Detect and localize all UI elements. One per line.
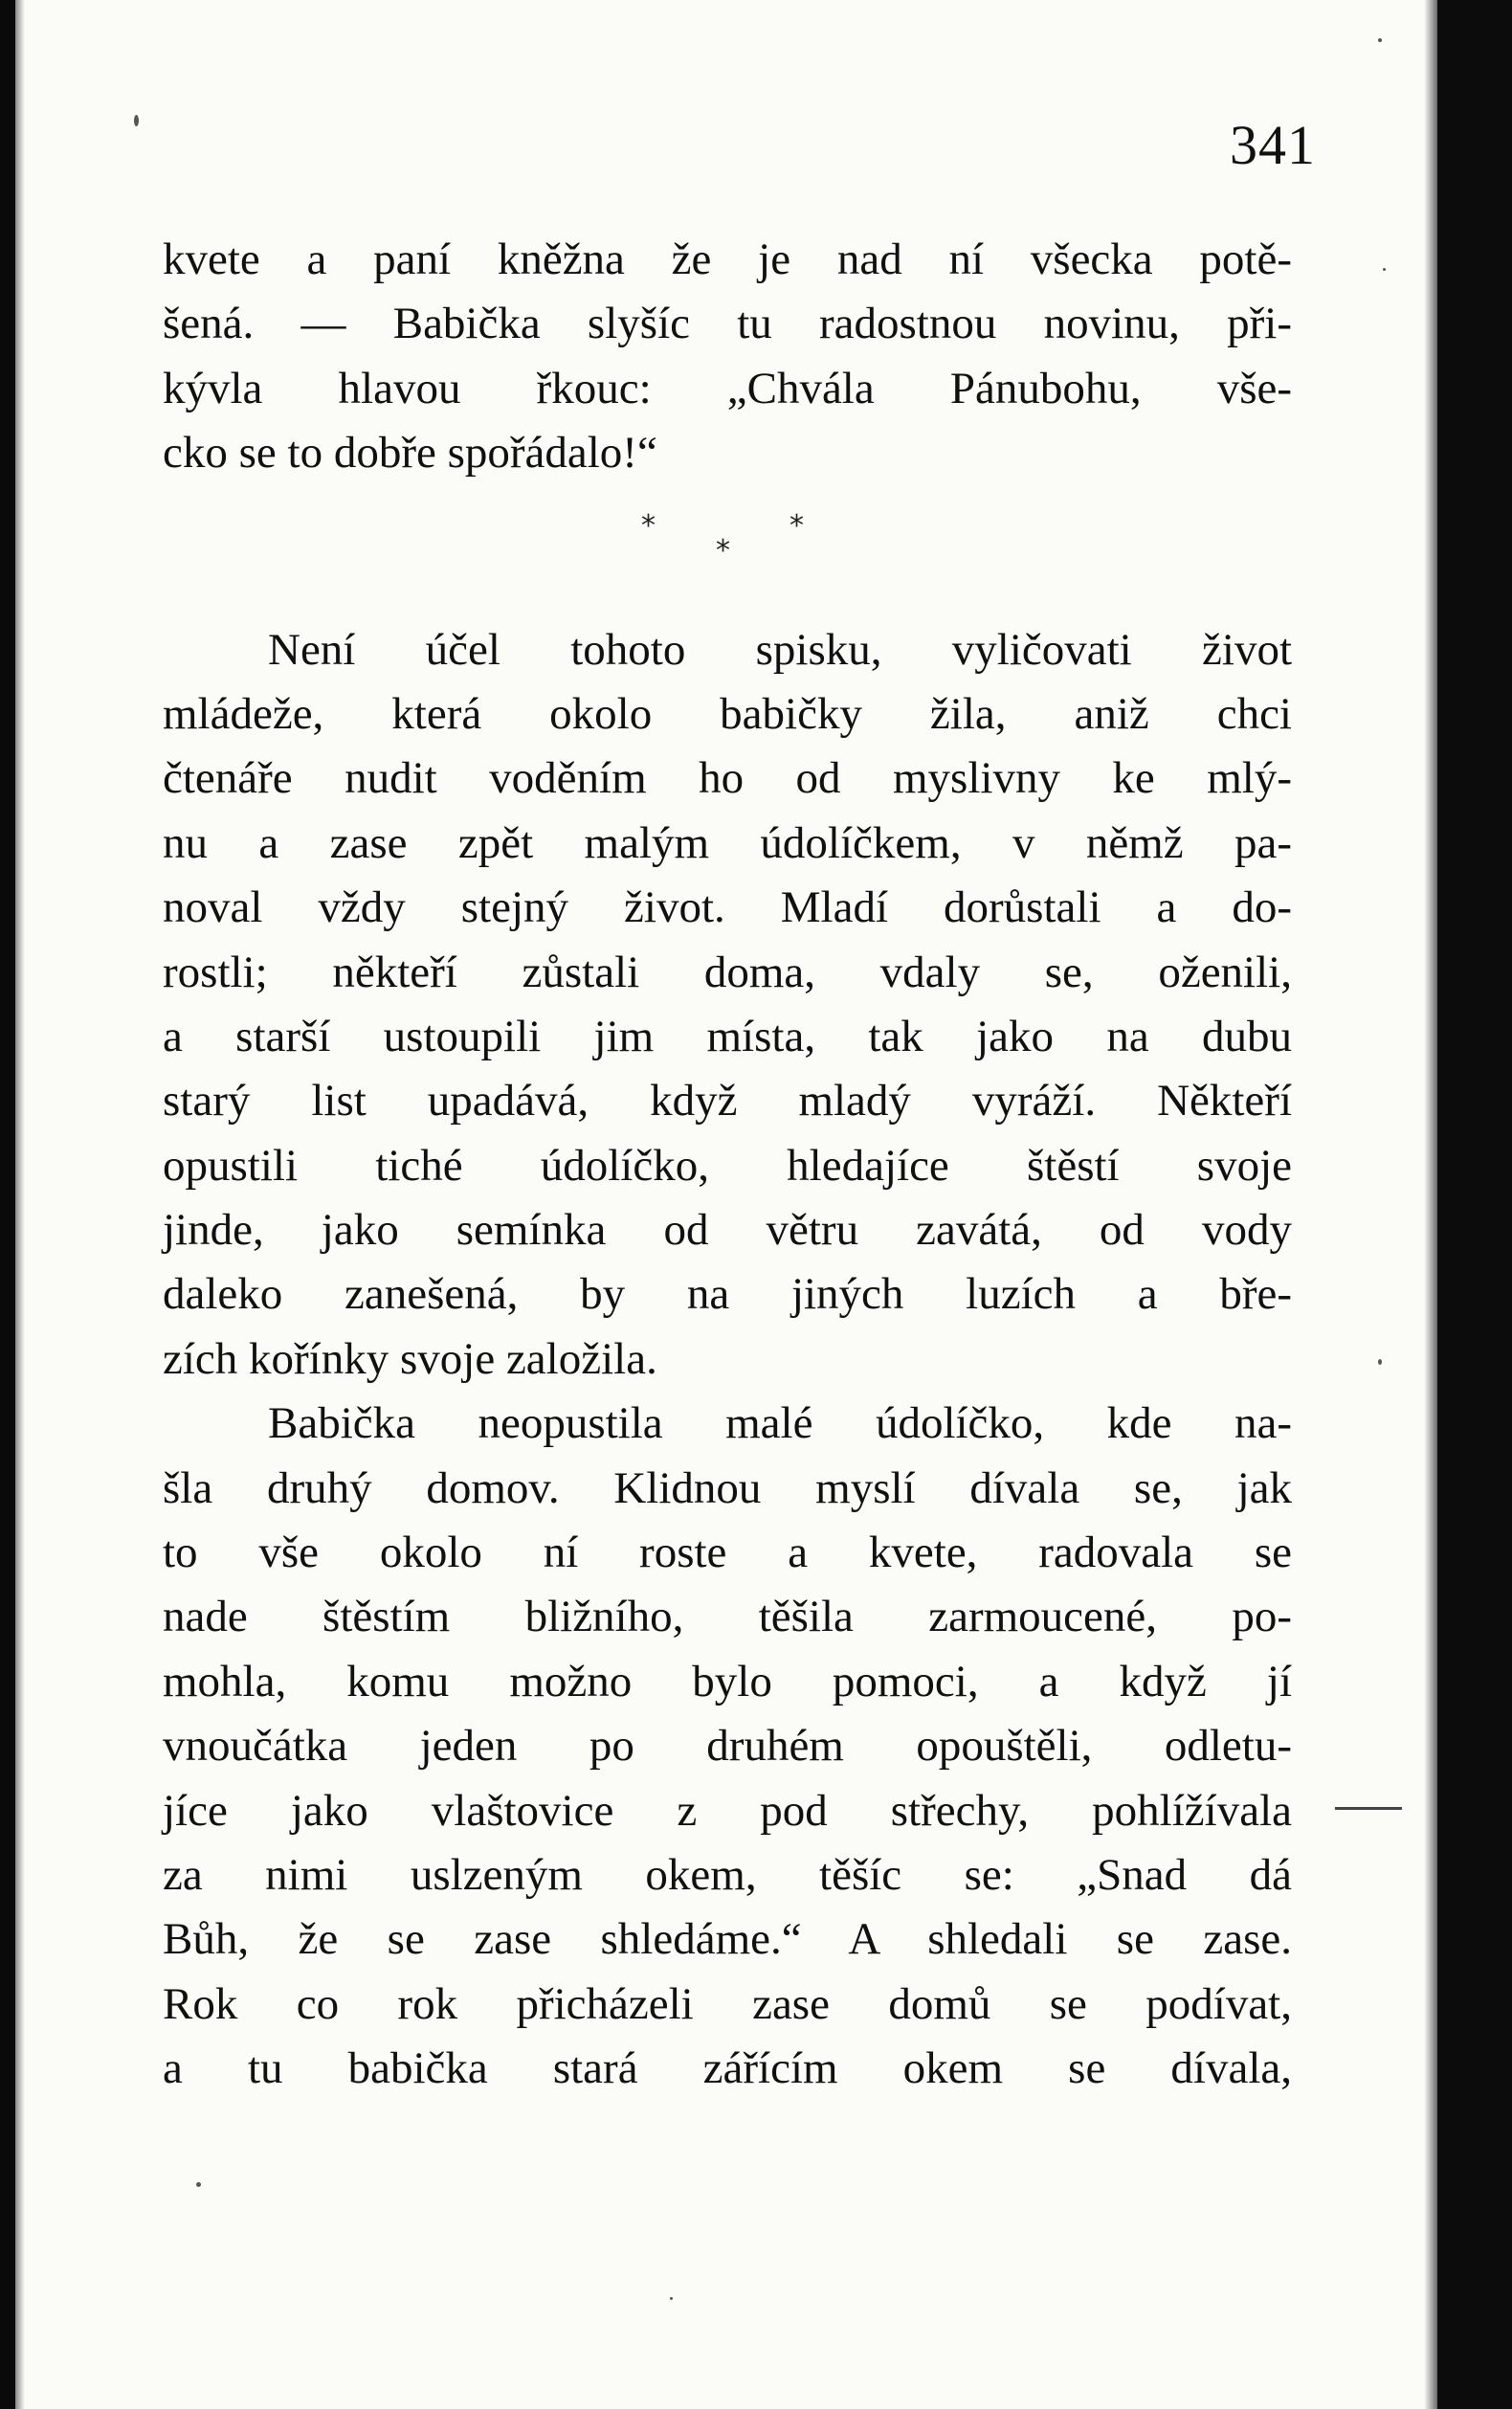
margin-pen-mark <box>1335 1807 1402 1810</box>
scan-speck <box>1378 38 1382 42</box>
text-line: vnoučátka jeden po druhém opouštěli, odletu- <box>163 1721 1292 1772</box>
text-line: a starší ustoupili jim místa, tak jako na dubu <box>163 1011 1292 1061</box>
text-line: a tu babička stará zářícím okem se dívala, <box>163 2043 1292 2094</box>
text-line: cko se to dobře spořádalo!“ <box>163 428 657 479</box>
text-line: kývla hlavou řkouc: „Chvála Pánubohu, vše- <box>163 363 1292 413</box>
binding-shadow <box>15 0 25 2409</box>
text-line: noval vždy stejný život. Mladí dorůstali a do- <box>163 882 1292 933</box>
text-line: nade štěstím bližního, těšila zarmoucené, po- <box>163 1592 1292 1642</box>
text-line: Babička neopustila malé údolíčko, kde na- <box>268 1398 1292 1449</box>
text-line: zích kořínky svoje založila. <box>163 1333 657 1384</box>
text-line: šla druhý domov. Klidnou myslí dívala se, jak <box>163 1462 1292 1513</box>
page-number: 341 <box>1230 114 1316 176</box>
text-line: Bůh, že se zase shledáme.“ A shledali se zase. <box>163 1914 1292 1965</box>
scan-speck <box>196 2182 201 2187</box>
binding-edge <box>0 0 15 2409</box>
text-line: Není účel tohoto spisku, vyličovati život <box>268 624 1292 675</box>
text-line: opustili tiché údolíčko, hledajíce štěstí svoje <box>163 1140 1292 1191</box>
text-line: daleko zanešená, by na jiných luzích a bře- <box>163 1269 1292 1320</box>
separator-star: * <box>789 508 804 543</box>
text-line: mládeže, která okolo babičky žila, aniž chci <box>163 688 1292 739</box>
text-line: čtenáře nudit voděním ho od myslivny ke mlý- <box>163 753 1292 804</box>
scan-speck <box>1383 268 1386 271</box>
right-page-edge <box>1437 0 1512 2409</box>
text-line: Rok co rok přicházeli zase domů se podívat, <box>163 1978 1292 2029</box>
scan-speck <box>1378 1359 1382 1365</box>
text-line: nu a zase zpět malým údolíčkem, v němž pa- <box>163 817 1292 868</box>
text-line: mohla, komu možno bylo pomoci, a když jí <box>163 1656 1292 1706</box>
text-line: jíce jako vlaštovice z pod střechy, pohlížívala <box>163 1785 1292 1836</box>
right-edge-shadow <box>1424 0 1437 2409</box>
scan-speck <box>670 2297 673 2300</box>
section-separator <box>163 486 1292 618</box>
scan-speck <box>134 115 139 126</box>
text-line: to vše okolo ní roste a kvete, radovala se <box>163 1528 1292 1578</box>
text-line: rostli; někteří zůstali doma, vdaly se, oženili, <box>163 947 1292 997</box>
separator-star: * <box>716 533 730 568</box>
text-line: starý list upadává, když mladý vyráží. Někteří <box>163 1076 1292 1126</box>
body-text <box>163 228 1292 2102</box>
text-line: šená. — Babička slyšíc tu radostnou novinu, při- <box>163 299 1292 349</box>
text-line: za nimi uslzeným okem, těšíc se: „Snad dá <box>163 1849 1292 1900</box>
text-line: jinde, jako semínka od větru zavátá, od vody <box>163 1205 1292 1256</box>
text-line: kvete a paní kněžna že je nad ní všecka potě- <box>163 234 1292 284</box>
separator-star: * <box>641 508 656 543</box>
